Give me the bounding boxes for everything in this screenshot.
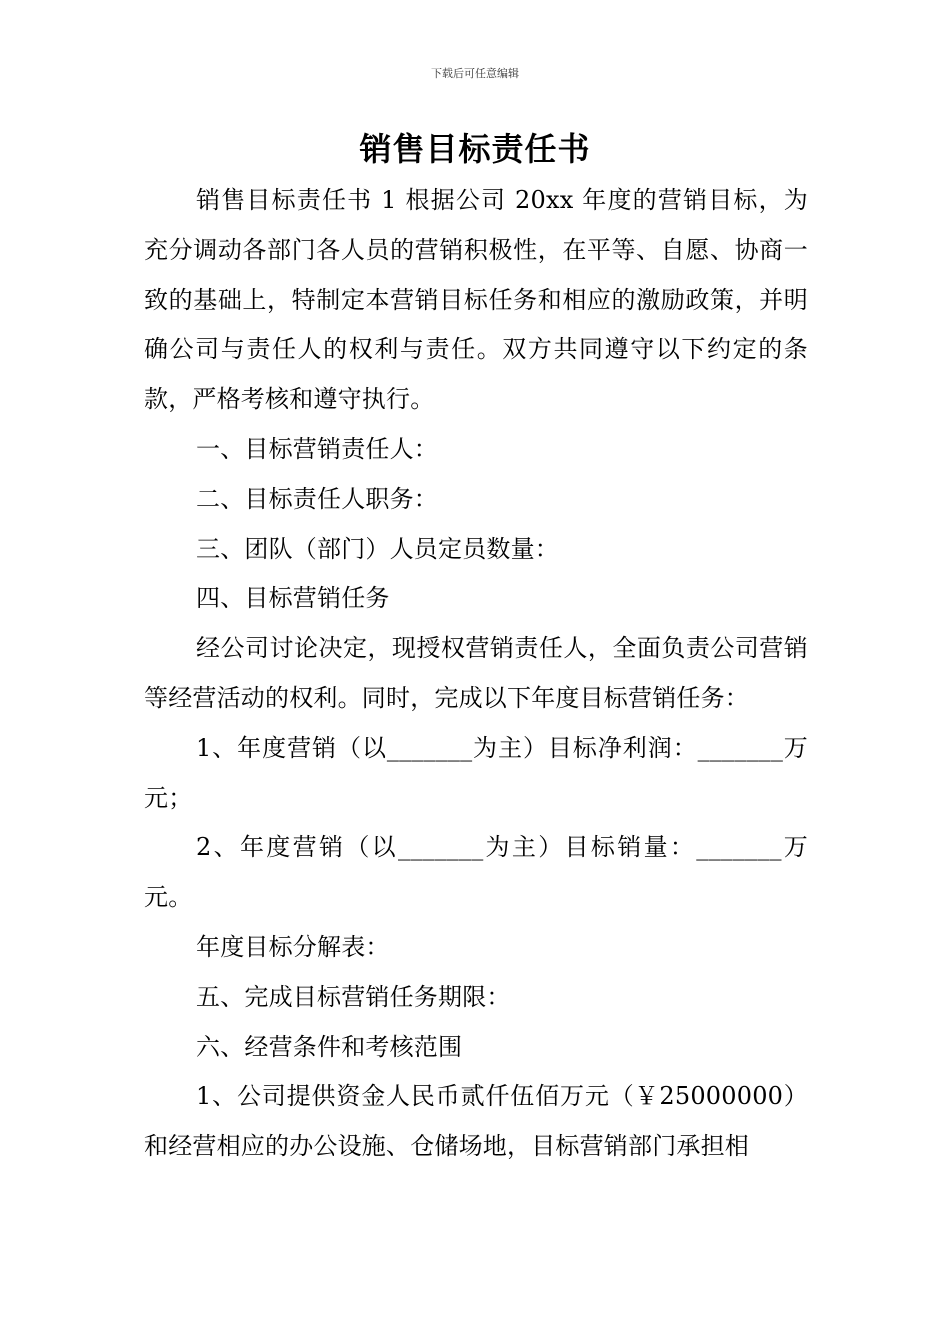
section-task-deadline: 五、完成目标营销任务期限： — [196, 982, 511, 1011]
document-body — [144, 176, 808, 1172]
funding-paragraph: 1、公司提供资金人民币贰仟伍佰万元（￥25000000）和经营相应的办公设施、仓储场地，目标营销部门承担相 — [144, 1082, 808, 1161]
net-profit-target: 1、年度营销（以_______为主）目标净利润：_______万元； — [144, 733, 808, 812]
document-title: 销售目标责任书 — [359, 130, 591, 168]
section-team-size: 三、团队（部门）人员定员数量： — [196, 534, 559, 563]
task-description-paragraph: 经公司讨论决定，现授权营销责任人，全面负责公司营销等经营活动的权利。同时，完成以下年度目标营销任务： — [144, 634, 808, 712]
section-responsible-person: 一、目标营销责任人： — [196, 434, 438, 463]
sales-volume-target: 2、年度营销（以_______为主）目标销量：_______万元。 — [144, 833, 808, 912]
intro-paragraph: 销售目标责任书 1 根据公司 20xx 年度的营销目标，为充分调动各部门各人员的营销积极性，在平等、自愿、协商一致的基础上，特制定本营销目标任务和相应的激励政策，并明确公司与责任人的权利与责任。双方共同遵守以下约定的条款，严格考核和遵守执行。 — [144, 186, 808, 414]
section-position: 二、目标责任人职务： — [196, 484, 438, 513]
annual-target-breakdown-label: 年度目标分解表： — [196, 932, 390, 961]
section-operating-conditions: 六、经营条件和考核范围 — [196, 1032, 463, 1061]
header-note: 下载后可任意编辑 — [431, 67, 519, 80]
section-sales-task: 四、目标营销任务 — [196, 584, 390, 613]
